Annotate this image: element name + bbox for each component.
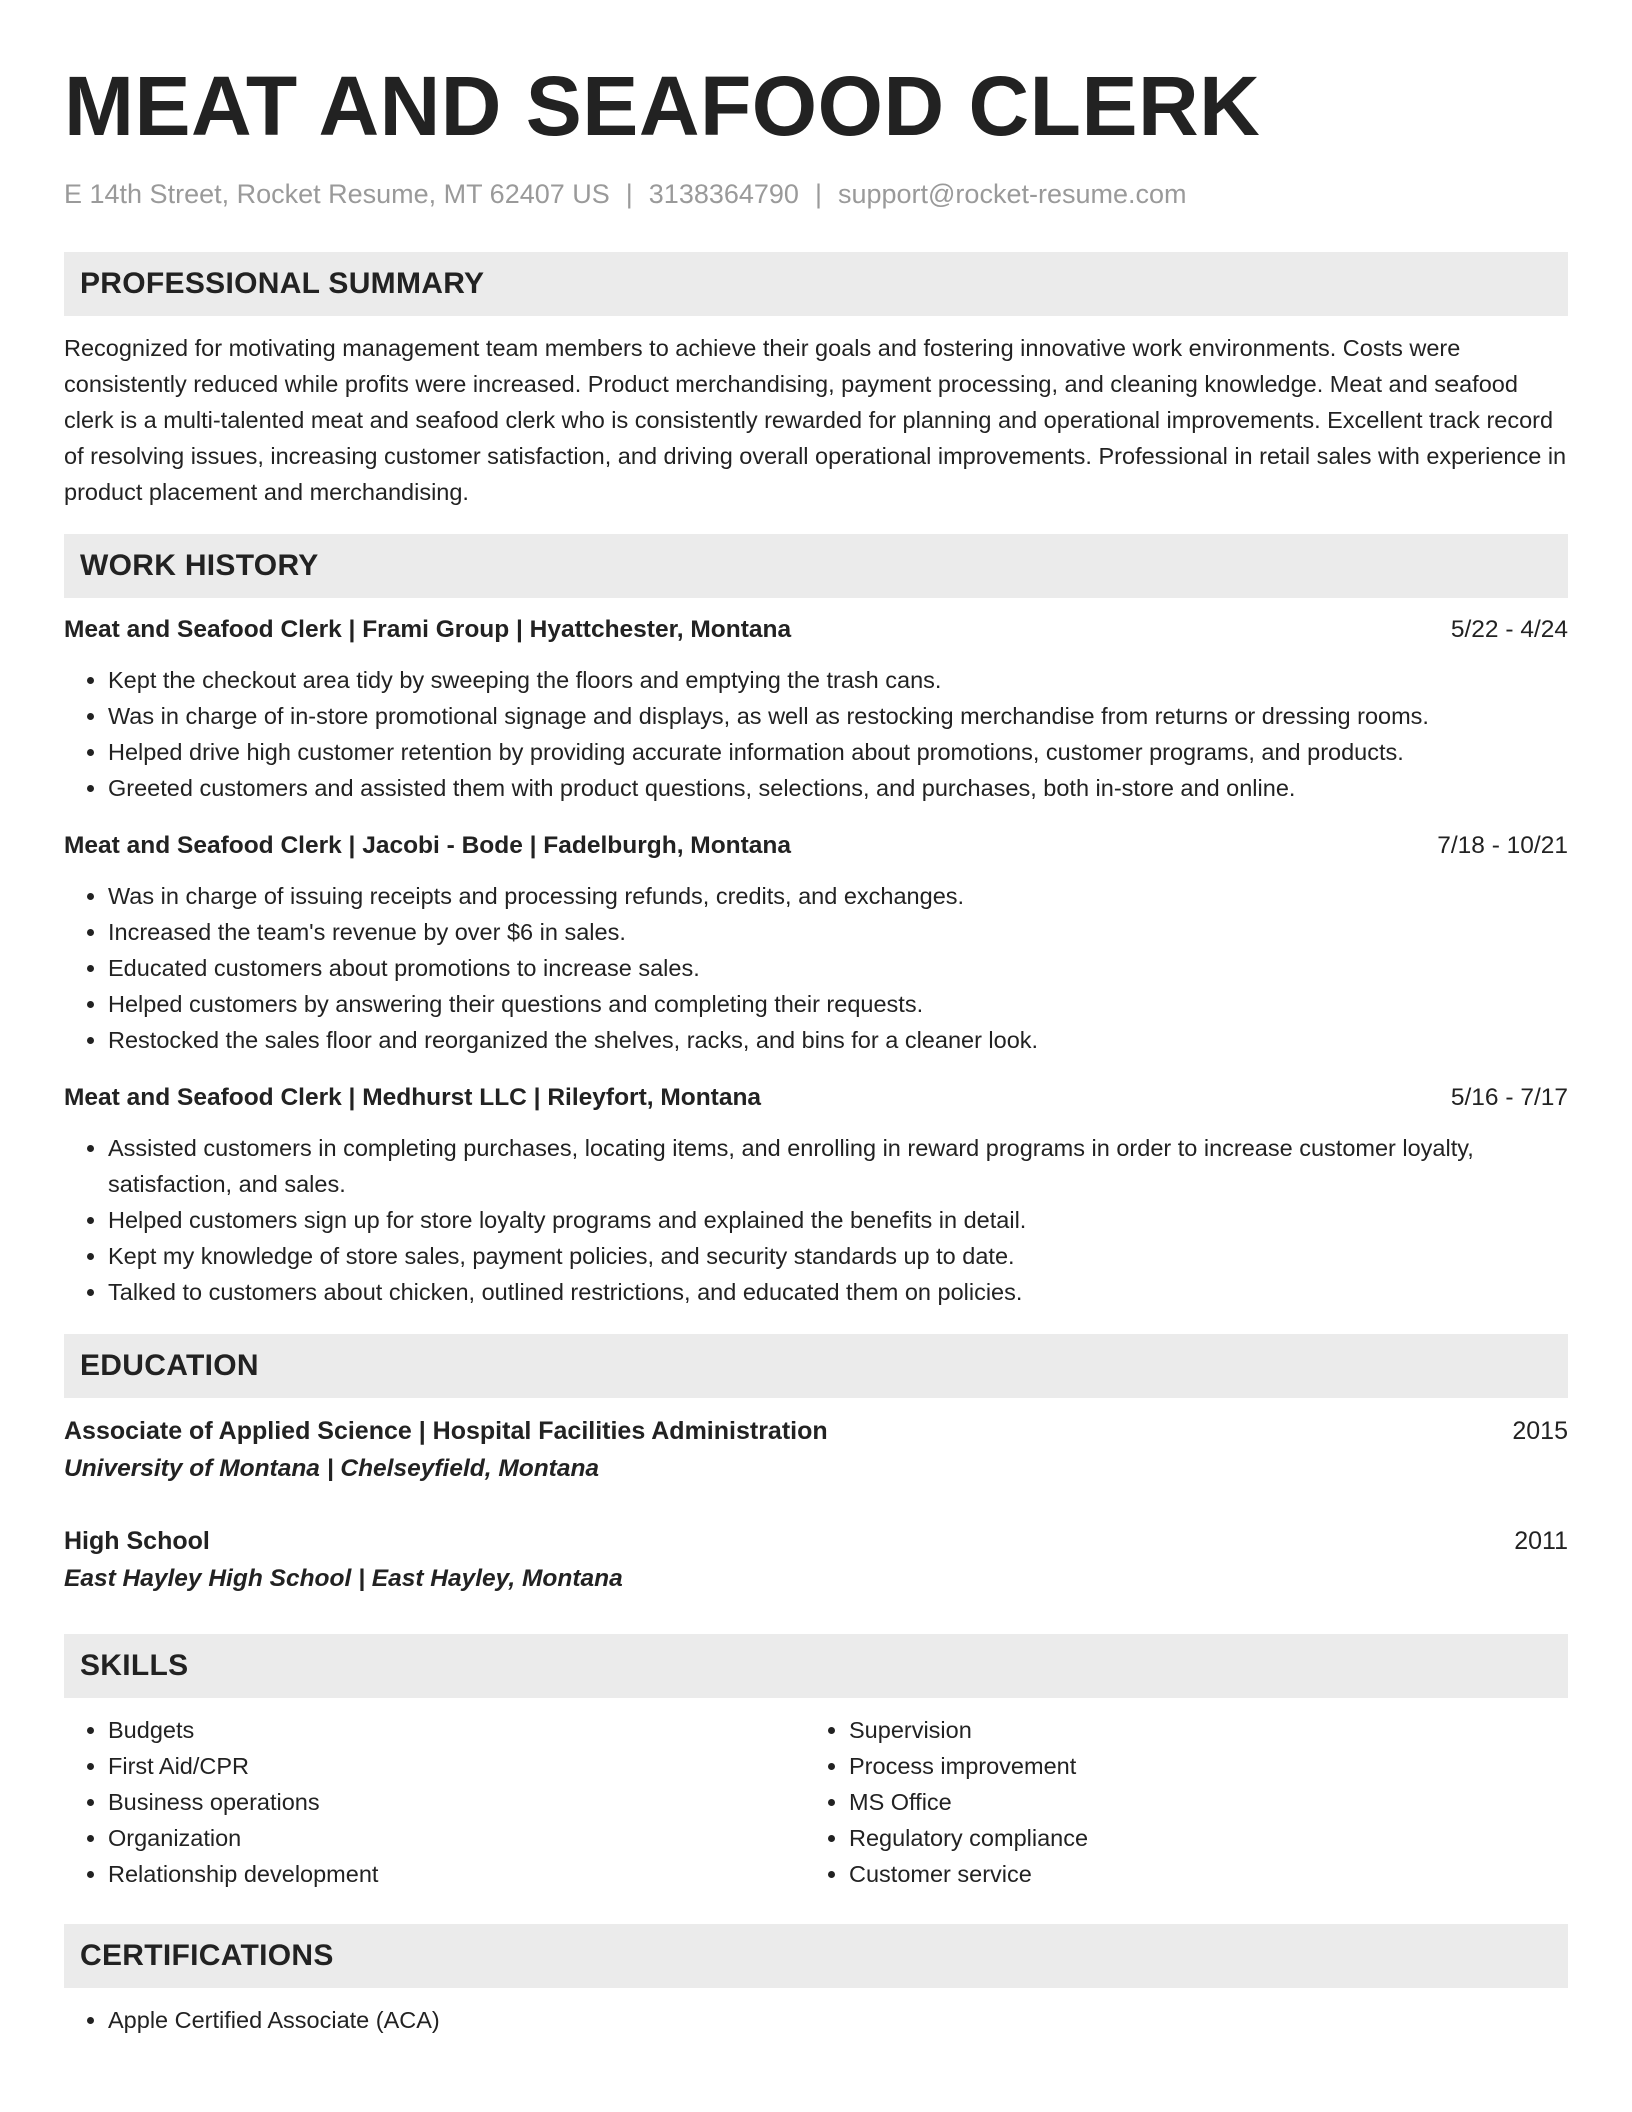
contact-separator: | <box>814 179 822 209</box>
job-dates: 5/16 - 7/17 <box>1450 1084 1568 1111</box>
job-entry <box>64 612 1568 806</box>
job-bullet: • Educated customers about promotions to increase sales. <box>108 950 1568 986</box>
job-title: Meat and Seafood Clerk | Frami Group | Hyattchester, Montana <box>64 616 792 643</box>
job-bullet: • Assisted customers in completing purchases, locating items, and enrolling in reward programs in order to increase customer loyalty, satisfaction, and sales. <box>108 1130 1568 1202</box>
contact-separator: | <box>625 179 633 209</box>
education-year: 2011 <box>1514 1527 1568 1555</box>
contact-email: support@rocket-resume.com <box>837 179 1187 209</box>
skill-item: • Customer service <box>849 1856 1546 1892</box>
education-header <box>64 1522 1568 1560</box>
job-bullets <box>64 878 1568 1058</box>
certification-item: • Apple Certified Associate (ACA) <box>108 2002 1568 2038</box>
skill-item: • Regulatory compliance <box>849 1820 1546 1856</box>
job-entry <box>64 1080 1568 1310</box>
job-bullet: • Restocked the sales floor and reorganized the shelves, racks, and bins for a cleaner look. <box>108 1022 1568 1058</box>
job-bullet: • Kept my knowledge of store sales, payment policies, and security standards up to date. <box>108 1238 1568 1274</box>
summary-heading: PROFESSIONAL SUMMARY <box>64 252 1568 316</box>
education-entry <box>64 1412 1568 1488</box>
job-bullet: • Was in charge of issuing receipts and processing refunds, credits, and exchanges. <box>108 878 1568 914</box>
job-entry <box>64 828 1568 1058</box>
work-history-heading: WORK HISTORY <box>64 534 1568 598</box>
skills-heading: SKILLS <box>64 1634 1568 1698</box>
skills-column-left <box>64 1712 805 1892</box>
skill-item: • MS Office <box>849 1784 1546 1820</box>
job-title: Meat and Seafood Clerk | Jacobi - Bode | Fadelburgh, Montana <box>64 832 792 859</box>
resume-name: MEAT AND SEAFOOD CLERK <box>64 59 1261 153</box>
job-bullets <box>64 1130 1568 1310</box>
job-header <box>64 828 1568 864</box>
skill-item: • Budgets <box>108 1712 805 1748</box>
education-heading: EDUCATION <box>64 1334 1568 1398</box>
job-header <box>64 1080 1568 1116</box>
job-bullet: • Helped customers by answering their questions and completing their requests. <box>108 986 1568 1022</box>
job-bullets <box>64 662 1568 806</box>
education-degree: High School <box>64 1527 210 1555</box>
skills-list <box>64 1712 1568 1892</box>
education-entry <box>64 1522 1568 1598</box>
job-title: Meat and Seafood Clerk | Medhurst LLC | Rileyfort, Montana <box>64 1084 762 1111</box>
skill-item: • Organization <box>108 1820 805 1856</box>
education-school: University of Montana | Chelseyfield, Montana <box>64 1455 600 1482</box>
education-school: East Hayley High School | East Hayley, Montana <box>64 1565 623 1592</box>
education-year: 2015 <box>1512 1417 1568 1445</box>
certifications-list <box>64 2002 1568 2038</box>
certifications-heading: CERTIFICATIONS <box>64 1924 1568 1988</box>
job-bullet: • Was in charge of in-store promotional signage and displays, as well as restocking merchandise from returns or dressing rooms. <box>108 698 1568 734</box>
skill-item: • First Aid/CPR <box>108 1748 805 1784</box>
contact-phone: 3138364790 <box>648 179 799 209</box>
skills-column-right <box>805 1712 1546 1892</box>
job-bullet: • Helped customers sign up for store loyalty programs and explained the benefits in detail. <box>108 1202 1568 1238</box>
contact-line <box>64 176 1568 212</box>
job-bullet: • Increased the team's revenue by over $6 in sales. <box>108 914 1568 950</box>
skill-item: • Process improvement <box>849 1748 1546 1784</box>
education-degree: Associate of Applied Science | Hospital Facilities Administration <box>64 1417 828 1445</box>
job-bullet: • Helped drive high customer retention by providing accurate information about promotions, customer programs, and products. <box>108 734 1568 770</box>
summary-text: Recognized for motivating management team members to achieve their goals and fostering innovative work environments. Costs were consistently reduced while profits were increased. Product merchandising, payment processing, and cleaning knowledge. Meat and seafood clerk is a multi-talented meat and seafood clerk who is consistently rewarded for planning and operational improvements. Excellent track record of resolving issues, increasing customer satisfaction, and driving overall operational improvements. Professional in retail sales with experience in product placement and merchandising. <box>64 335 1567 505</box>
job-dates: 7/18 - 10/21 <box>1437 832 1568 859</box>
skill-item: • Supervision <box>849 1712 1546 1748</box>
job-bullet: • Talked to customers about chicken, outlined restrictions, and educated them on policies. <box>108 1274 1568 1310</box>
job-bullet: • Greeted customers and assisted them with product questions, selections, and purchases, both in-store and online. <box>108 770 1568 806</box>
job-header <box>64 612 1568 648</box>
education-header <box>64 1412 1568 1450</box>
contact-address: E 14th Street, Rocket Resume, MT 62407 US <box>64 179 610 209</box>
job-bullet: • Kept the checkout area tidy by sweeping the floors and emptying the trash cans. <box>108 662 1568 698</box>
skill-item: • Relationship development <box>108 1856 805 1892</box>
skill-item: • Business operations <box>108 1784 805 1820</box>
job-dates: 5/22 - 4/24 <box>1450 616 1568 643</box>
